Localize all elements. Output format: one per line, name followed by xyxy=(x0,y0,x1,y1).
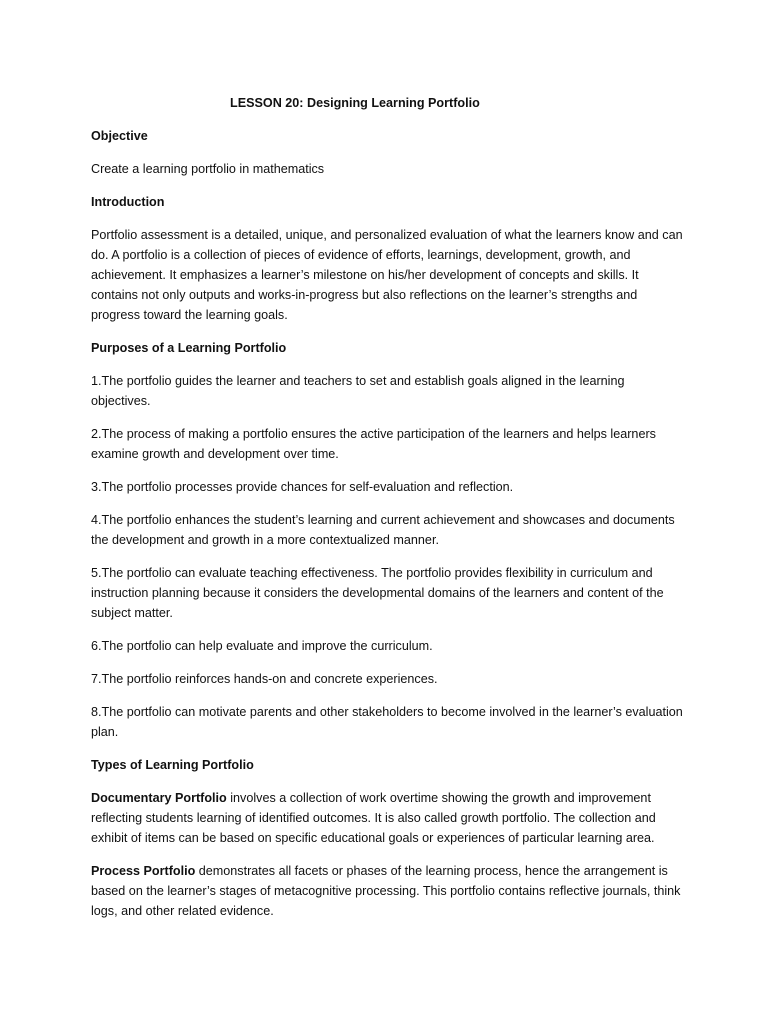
types-list xyxy=(91,788,683,921)
purpose-item: 3.The portfolio processes provide chances for self-evaluation and reflection. xyxy=(91,480,514,494)
purpose-item: 7.The portfolio reinforces hands-on and concrete experiences. xyxy=(91,672,438,686)
introduction-heading: Introduction xyxy=(91,195,165,209)
portfolio-type-term: Process Portfolio xyxy=(91,864,196,878)
portfolio-type-description: demonstrates all facets or phases of the learning process, hence the arrangement is based on the learner’s stages of metacognitive processing. This portfolio contains reflective journals, think logs, and other related evidence. xyxy=(91,864,681,918)
purpose-item: 2.The process of making a portfolio ensures the active participation of the learners and helps learners examine growth and development over time. xyxy=(91,427,656,461)
purpose-item: 8.The portfolio can motivate parents and other stakeholders to become involved in the learner’s evaluation plan. xyxy=(91,705,683,739)
lesson-title: LESSON 20: Designing Learning Portfolio xyxy=(230,96,480,110)
document-body xyxy=(91,93,683,934)
purpose-item: 4.The portfolio enhances the student’s learning and current achievement and showcases and documents the development and growth in a more contextualized manner. xyxy=(91,513,675,547)
purpose-item: 1.The portfolio guides the learner and teachers to set and establish goals aligned in the learning objectives. xyxy=(91,374,625,408)
portfolio-type-term: Documentary Portfolio xyxy=(91,791,227,805)
introduction-text: Portfolio assessment is a detailed, unique, and personalized evaluation of what the learners know and can do. A portfolio is a collection of pieces of evidence of efforts, learnings, development, growth, and achievement. It emphasizes a learner’s milestone on his/her development of concepts and skills. It contains not only outputs and works-in-progress but also reflections on the learner’s strengths and progress toward the learning goals. xyxy=(91,228,683,322)
types-heading: Types of Learning Portfolio xyxy=(91,758,254,772)
objective-text: Create a learning portfolio in mathematics xyxy=(91,162,325,176)
purposes-heading: Purposes of a Learning Portfolio xyxy=(91,341,287,355)
objective-heading: Objective xyxy=(91,129,148,143)
portfolio-type-process xyxy=(91,861,683,921)
portfolio-type-description: involves a collection of work overtime showing the growth and improvement reflecting students learning of identified outcomes. It is also called growth portfolio. The collection and exhibit of items can be based on specific educational goals or experiences of particular learning area. xyxy=(91,791,656,845)
purpose-item: 6.The portfolio can help evaluate and improve the curriculum. xyxy=(91,639,433,653)
portfolio-type-documentary xyxy=(91,788,683,848)
purposes-list xyxy=(91,371,683,742)
purpose-item: 5.The portfolio can evaluate teaching effectiveness. The portfolio provides flexibility in curriculum and instruction planning because it considers the developmental domains of the learners and content of the subject matter. xyxy=(91,566,664,620)
